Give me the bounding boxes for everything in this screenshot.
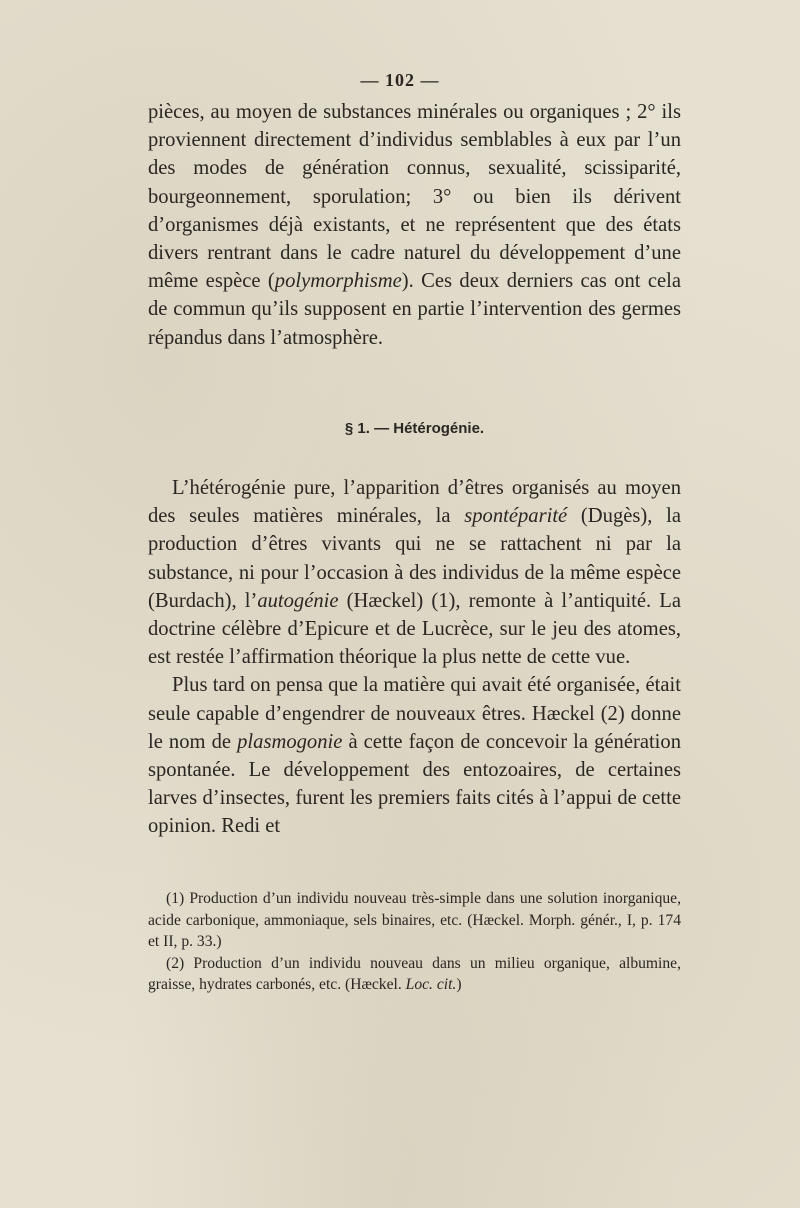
paragraph1-italic-spontéparité: spontéparité bbox=[464, 505, 568, 528]
paragraph2-italic-plasmogonie: plasmogonie bbox=[237, 730, 343, 753]
footnote-2-part2: ) bbox=[456, 976, 462, 993]
paragraph1-part1: L’hétérogénie pure, l’apparition d’êtres organisés au moyen des seules matières minérales, la bbox=[148, 477, 681, 528]
footnote-2-part1: (2) Production d’un individu nouveau dans un milieu organique, albumine, graisse, hydrates carbonés, etc. (Hæckel. bbox=[148, 954, 681, 993]
paragraph1-part3: (Hæckel) (1), remonte à l’antiquité. La doctrine célèbre d’Epicure et de Lucrèce, sur le jeu des atomes, est restée l’affirmation théorique la plus nette de cette vue. bbox=[148, 589, 682, 669]
top-paragraph-part2: ). Ces deux derniers cas ont cela de commun qu’ils supposent en partie l’intervention des germes répandus dans l’atmosphère. bbox=[148, 270, 681, 349]
top-paragraph bbox=[148, 98, 681, 352]
paragraph1-italic-autogenie: autogénie bbox=[257, 589, 339, 612]
footnotes bbox=[148, 888, 681, 996]
paragraph-heterogenie bbox=[148, 474, 681, 671]
paragraph2-part1: Plus tard on pensa que la matière qui avait été organisée, était seule capable d’engendrer de nouveaux êtres. Hæckel (2) donne le nom de bbox=[148, 674, 681, 753]
footnote-2 bbox=[148, 953, 681, 996]
page-number: — 102 — bbox=[360, 70, 440, 90]
paragraph1-part2: (Dugès), la production d’êtres vivants qui ne se rattachent ni par la substance, ni pour l’occasion à des individus de la même espèce (Burdach), l’ bbox=[148, 505, 681, 612]
top-paragraph-italic: polymorphisme bbox=[274, 270, 402, 293]
paragraph2-part2: à cette façon de concevoir la génération spontanée. Le développement des entozoaires, de certaines larves d’insectes, furent les premiers faits cités à l’appui de cette opinion. Redi et bbox=[148, 730, 681, 838]
paragraph-plasmogonie bbox=[148, 671, 681, 840]
footnote-2-italic: Loc. cit. bbox=[405, 976, 457, 993]
top-paragraph-part1: pièces, au moyen de substances minérales ou organiques ; 2° ils proviennent directement d’individus semblables à eux par l’un des modes de génération connus, sexualité, scissiparité, bourgeonnement, sporulation; 3° ou bien ils dérivent d’organismes déjà existants, et ne représentent que des états divers rentrant dans le cadre naturel du développement d’une même espèce ( bbox=[148, 101, 681, 293]
section-body bbox=[148, 474, 681, 841]
top-paragraph-text bbox=[148, 98, 681, 352]
footnote-1: (1) Production d’un individu nouveau très-simple dans une solution inorganique, acide carbonique, ammoniaque, sels binaires, etc. (Hæckel. Morph. génér., I, p. 174 et II, p. 33.) bbox=[148, 890, 681, 950]
section-heading: § 1. — Hétérogénie. bbox=[344, 420, 485, 437]
